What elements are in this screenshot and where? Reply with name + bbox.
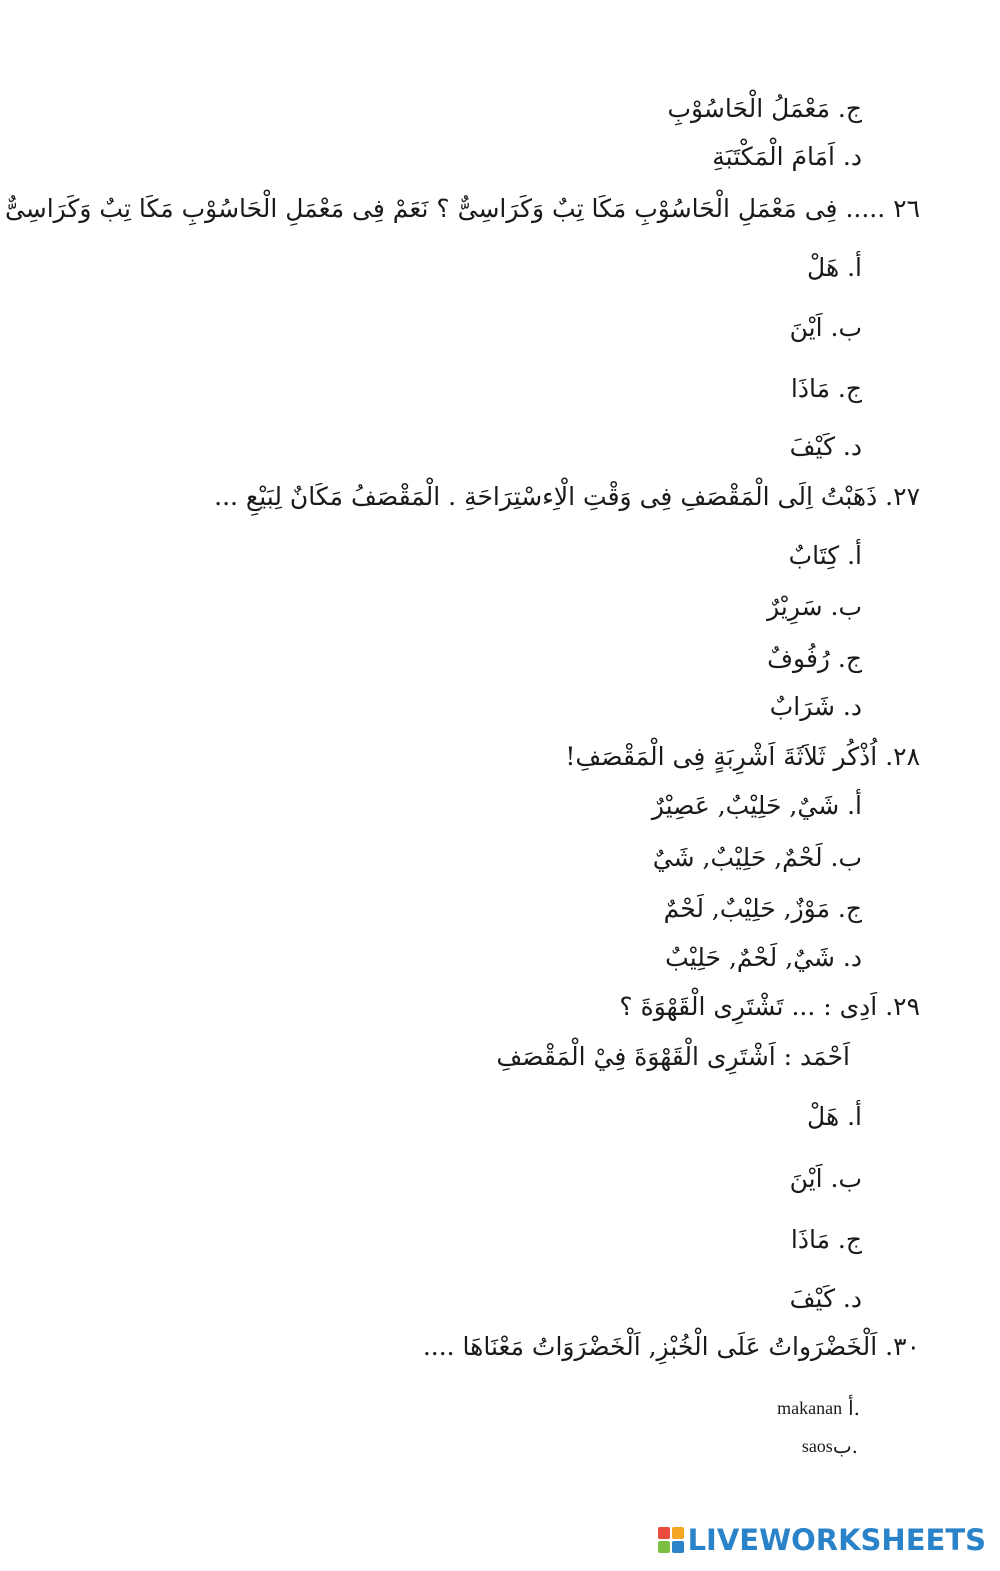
question-30: ٣٠. اَلْخَضْرَواتُ عَلَى الْخُبْزِ, اَلْخَضْرَوَاتُ مَعْنَاهَا .... <box>422 1332 920 1361</box>
question-27: ٢٧. ذَهَبْتُ اِلَى الْمَقْصَفِ فِى وَقْتِ الْاِءسْتِرَاحَةِ . الْمَقْصَفُ مَكَانٌ لِبَيْعِ ... <box>214 482 920 511</box>
q25-option-c: ج. مَعْمَلُ الْحَاسُوْبِ <box>667 94 862 123</box>
liveworksheets-logo <box>658 1523 986 1557</box>
q29-dialogue-answer: اَحْمَد : اَشْتَرِى الْقَهْوَةَ فِيْ الْمَقْصَفِ <box>496 1042 850 1071</box>
q29-option-a: أ. هَلْ <box>807 1102 862 1131</box>
question-28: ٢٨. اُذْكُر ثَلاَثَةَ اَشْرِبَةٍ فِى الْمَقْصَفِ! <box>565 742 920 771</box>
liveworksheets-logo-icon <box>658 1527 684 1553</box>
q25-option-d: د. اَمَامَ الْمَكْتَبَةِ <box>712 142 862 171</box>
q30-option-b-marker: ب. <box>832 1434 858 1458</box>
q26-option-d: د. كَيْفَ <box>789 432 862 461</box>
q30-option-a <box>777 1396 860 1420</box>
logo-square-blue <box>672 1541 684 1553</box>
q29-option-c: ج. مَاذَا <box>790 1225 862 1254</box>
question-26: ٢٦ ..... فِى مَعْمَلِ الْحَاسُوْبِ مَكَا تِبٌ وَكَرَاسِىٌّ ؟ نَعَمْ فِى مَعْمَلِ الْحَاسُوْبِ مَكَا تِبٌ وَكَرَاسِىٌّ <box>4 194 920 223</box>
liveworksheets-brand-text: LIVEWORKSHEETS <box>687 1523 986 1557</box>
q29-option-b: ب. اَيْنَ <box>789 1164 862 1193</box>
q30-option-b <box>802 1434 858 1458</box>
q27-option-a: أ. كِتَابٌ <box>788 541 862 570</box>
q29-option-d: د. كَيْفَ <box>789 1284 862 1313</box>
q30-option-a-text: makanan <box>777 1398 843 1418</box>
q30-option-a-marker: أ. <box>848 1396 860 1420</box>
question-29: ٢٩. اَدِى : ... تَشْتَرِى الْقَهْوَةَ ؟ <box>619 992 920 1021</box>
q27-option-c: ج. رُفُوفٌ <box>767 644 862 673</box>
q28-option-c: ج. مَوْزٌ, حَلِيْبٌ, لَحْمٌ <box>663 894 862 923</box>
q28-option-d: د. شَيٌ, لَحْمٌ, حَلِيْبٌ <box>665 943 862 972</box>
q26-option-a: أ. هَلْ <box>807 253 862 282</box>
q26-option-b: ب. اَيْنَ <box>789 313 862 342</box>
logo-square-orange <box>672 1527 684 1539</box>
logo-square-green <box>658 1541 670 1553</box>
q30-option-b-text: saos <box>801 1436 833 1456</box>
q28-option-a: أ. شَيٌ, حَلِيْبٌ, عَصِيْرٌ <box>651 791 862 820</box>
q27-option-b: ب. سَرِيْرٌ <box>767 592 862 621</box>
logo-square-red <box>658 1527 670 1539</box>
q26-option-c: ج. مَاذَا <box>790 374 862 403</box>
q28-option-b: ب. لَحْمٌ, حَلِيْبٌ, شَيٌ <box>652 843 862 872</box>
q27-option-d: د. شَرَابٌ <box>769 692 862 721</box>
